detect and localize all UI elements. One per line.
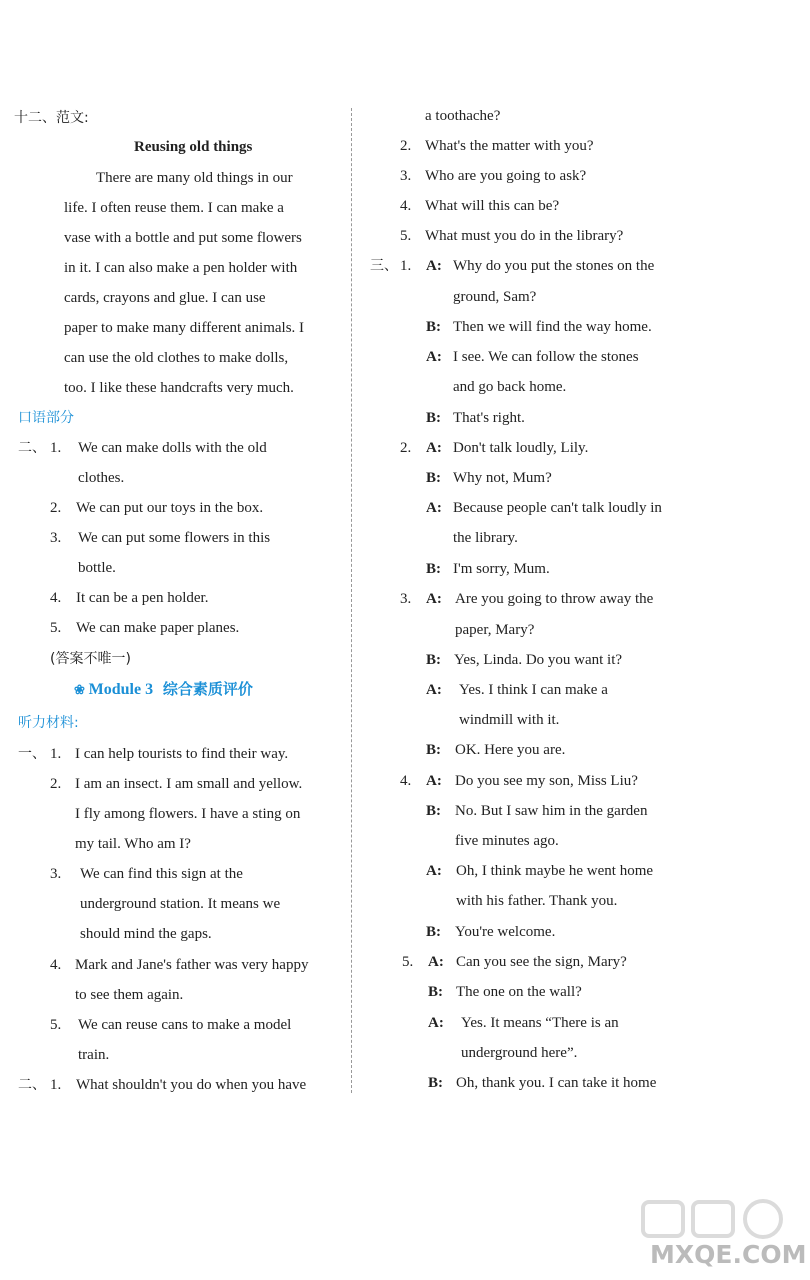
item-number: 1. [50, 746, 62, 762]
question-line: What must you do in the library? [425, 228, 624, 244]
listening-line: We can find this sign at the [80, 866, 243, 882]
speaker-label: A: [426, 500, 442, 516]
listening-line: I am an insect. I am small and yellow. [75, 776, 303, 792]
listening-line: I fly among flowers. I have a sting on [75, 806, 301, 822]
item-number: 5. [50, 620, 62, 636]
essay-line: in it. I can also make a pen holder with [64, 260, 298, 276]
dialog-section-number: 三、 [370, 258, 398, 274]
dialog-line: Because people can't talk loudly in [453, 500, 662, 516]
dialog-line: I'm sorry, Mum. [453, 561, 550, 577]
speaker-label: B: [426, 742, 441, 758]
speaker-label: A: [426, 682, 442, 698]
answer-line: We can make paper planes. [76, 620, 240, 636]
answer-note: (答案不唯一) [50, 651, 131, 667]
speaker-label: B: [426, 924, 441, 940]
listening-section-number: 二、 [18, 1077, 46, 1093]
speaker-label: B: [426, 561, 441, 577]
dialog-line: ground, Sam? [453, 289, 537, 305]
question-line: What's the matter with you? [425, 138, 594, 154]
item-number: 4. [50, 590, 62, 606]
essay-title: Reusing old things [134, 139, 253, 155]
essay-line: There are many old things in our [96, 170, 293, 186]
item-number: 2. [50, 776, 62, 792]
dialog-line: five minutes ago. [455, 833, 559, 849]
question-line: Who are you going to ask? [425, 168, 587, 184]
module-title: 综合素质评价 [162, 680, 253, 698]
item-number: 5. [402, 954, 414, 970]
dialog-line: Oh, thank you. I can take it home [456, 1075, 657, 1091]
speaker-label: A: [428, 1015, 444, 1031]
item-number: 1. [50, 1077, 62, 1093]
dialog-line: Oh, I think maybe he went home [456, 863, 654, 879]
dialog-line: No. But I saw him in the garden [455, 803, 648, 819]
module-number: Module 3 [88, 681, 154, 698]
module-heading [74, 679, 253, 700]
item-number: 1. [400, 258, 412, 274]
item-number: 2. [400, 440, 412, 456]
speaker-label: B: [426, 470, 441, 486]
essay-line: can use the old clothes to make dolls, [64, 350, 289, 366]
speaker-label: B: [428, 984, 443, 1000]
speaker-label: A: [426, 863, 442, 879]
oral-section-number: 二、 [18, 440, 46, 456]
dialog-line: Yes. It means “There is an [461, 1015, 619, 1031]
speaker-label: A: [426, 440, 442, 456]
answer-line: We can put our toys in the box. [76, 500, 264, 516]
speaker-label: A: [426, 773, 442, 789]
dialog-line: That's right. [453, 410, 525, 426]
listening-section-number: 一、 [18, 746, 46, 762]
item-number: 4. [50, 957, 62, 973]
essay-line: too. I like these handcrafts very much. [64, 380, 294, 396]
essay-line: vase with a bottle and put some flowers [64, 230, 302, 246]
dialog-line: underground here”. [461, 1045, 578, 1061]
dialog-line: Yes, Linda. Do you want it? [454, 652, 623, 668]
listening-line: train. [78, 1047, 110, 1063]
watermark-text: MXQE.COM [650, 1240, 807, 1269]
item-number: 3. [400, 591, 412, 607]
dialog-line: paper, Mary? [455, 622, 535, 638]
dialog-line: Why not, Mum? [453, 470, 552, 486]
speaker-label: A: [426, 591, 442, 607]
dialog-line: Are you going to throw away the [455, 591, 654, 607]
item-number: 3. [50, 866, 62, 882]
dialog-line: windmill with it. [459, 712, 560, 728]
dialog-line: You're welcome. [455, 924, 556, 940]
item-number: 5. [50, 1017, 62, 1033]
listening-line: should mind the gaps. [80, 926, 212, 942]
speaker-label: B: [426, 652, 441, 668]
item-number: 1. [50, 440, 62, 456]
listening-line: Mark and Jane's father was very happy [75, 957, 309, 973]
essay-line: paper to make many different animals. I [64, 320, 305, 336]
item-number: 4. [400, 198, 412, 214]
item-number: 2. [400, 138, 412, 154]
dialog-line: and go back home. [453, 379, 567, 395]
listening-line: a toothache? [425, 108, 501, 124]
dialog-line: the library. [453, 530, 518, 546]
dialog-line: Then we will find the way home. [453, 319, 652, 335]
listening-line: to see them again. [75, 987, 184, 1003]
answer-line: We can make dolls with the old [78, 440, 267, 456]
dialog-line: with his father. Thank you. [456, 893, 618, 909]
item-number: 4. [400, 773, 412, 789]
oral-section-label: 口语部分 [18, 410, 74, 426]
listening-line: We can reuse cans to make a model [78, 1017, 292, 1033]
question-line: What will this can be? [425, 198, 560, 214]
speaker-label: A: [426, 349, 442, 365]
speaker-label: B: [426, 803, 441, 819]
listening-line: What shouldn't you do when you have [76, 1077, 307, 1093]
speaker-label: A: [426, 258, 442, 274]
item-number: 3. [400, 168, 412, 184]
dialog-line: I see. We can follow the stones [453, 349, 639, 365]
answer-line: It can be a pen holder. [76, 590, 209, 606]
column-divider [351, 108, 352, 1093]
essay-section-heading: 十二、范文: [14, 110, 89, 126]
essay-line: life. I often reuse them. I can make a [64, 200, 284, 216]
dialog-line: The one on the wall? [456, 984, 582, 1000]
speaker-label: B: [426, 410, 441, 426]
answer-line: bottle. [78, 560, 116, 576]
dialog-line: Why do you put the stones on the [453, 258, 655, 274]
listening-line: underground station. It means we [80, 896, 281, 912]
essay-line: cards, crayons and glue. I can use [64, 290, 266, 306]
answer-line: clothes. [78, 470, 125, 486]
speaker-label: B: [426, 319, 441, 335]
item-number: 3. [50, 530, 62, 546]
listening-line: my tail. Who am I? [75, 836, 191, 852]
dialog-line: Don't talk loudly, Lily. [453, 440, 589, 456]
item-number: 5. [400, 228, 412, 244]
answer-line: We can put some flowers in this [78, 530, 271, 546]
speaker-label: B: [428, 1075, 443, 1091]
item-number: 2. [50, 500, 62, 516]
dialog-line: Can you see the sign, Mary? [456, 954, 627, 970]
listening-line: I can help tourists to find their way. [75, 746, 289, 762]
dialog-line: Yes. I think I can make a [459, 682, 608, 698]
dialog-line: Do you see my son, Miss Liu? [455, 773, 638, 789]
speaker-label: A: [428, 954, 444, 970]
paw-icon: ❀ [74, 682, 85, 697]
listening-section-label: 听力材料: [18, 715, 79, 731]
dialog-line: OK. Here you are. [455, 742, 566, 758]
